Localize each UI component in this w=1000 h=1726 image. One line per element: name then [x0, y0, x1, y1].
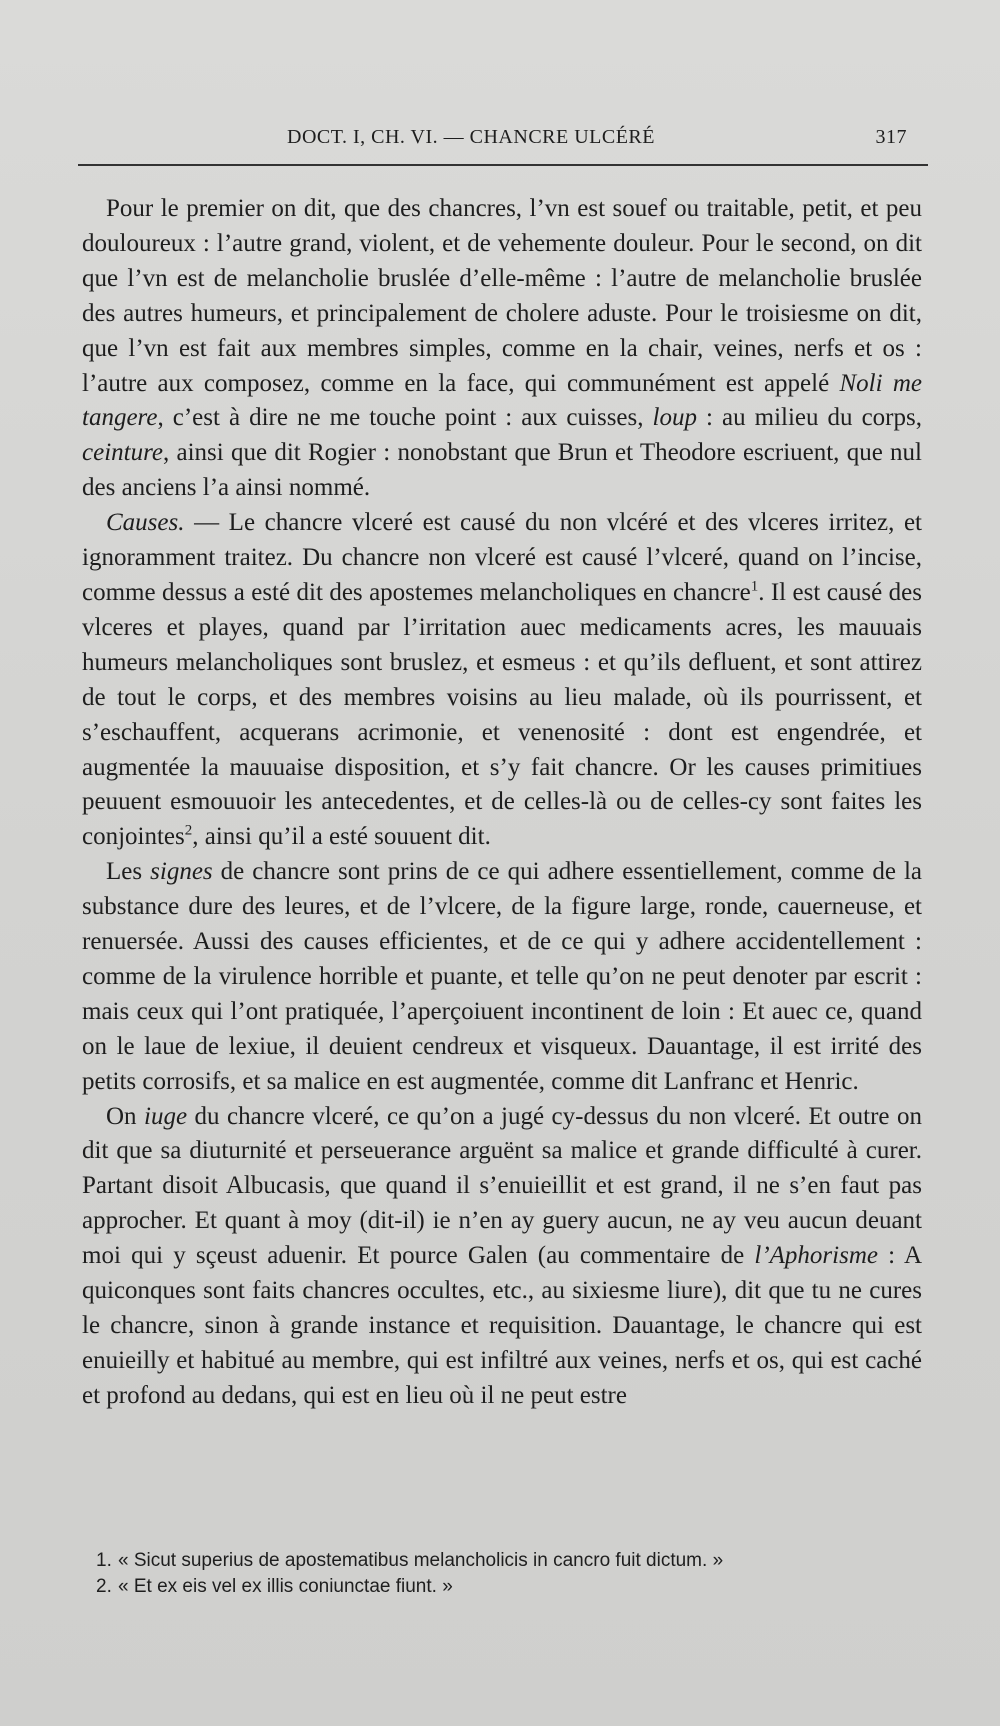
paragraph-causes: Causes. — Le chancre vlceré est causé du non vlcéré et des vlceres irritez, et ignoramment traitez. Du chancre non vlceré est causé l’vlceré, quand on l’incise, comme dessus a esté dit des apostemes melancholiques en chancre$^1$. Il est causé des vlceres et playes, quand par l’irritation auec medicaments acres, les mauuais humeurs melancholiques sont bruslez, et esmeus : et qu’ils defluent, et sont attirez de tout le corps, et des membres voisins au lieu malade, où ils pourrissent, et s’eschauffent, acquerans acrimonie, et venenosité : dont est engendrée, et augmentée la mauuaise disposition, et s’y fait chancre. Or les causes primitiues peuuent esmouuoir les antecedentes, et de celles-là ou de celles-cy sont faites les conjointes$^2$, ainsi qu’il a esté souuent dit.	[82, 509, 923, 851]
header-rule	[78, 164, 928, 166]
running-title: DOCT. I, CH. VI. — CHANCRE ULCÉRÉ	[287, 126, 655, 148]
footnote-ref-1: 1	[750, 578, 759, 595]
paragraph-kinds: Pour le premier on dit, que des chancres, l’vn est souef ou traitable, petit, et peu douloureux : l’autre grand, violent, et de vehemente douleur. Pour le second, on dit que l’vn est de melancholie bruslée d’elle-même : l’autre de melancholie bruslée des autres humeurs, et principalement de cholere aduste. Pour le troisiesme on dit, que l’vn est fait aux membres simples, comme en la chair, veines, nerfs et os : l’autre aux composez, comme en la face, qui communément est appelé Noli me tangere, c’est à dire ne me touche point : aux cuisses, loup : au milieu du corps, ceinture, ainsi que dit Rogier : nonobstant que Brun et Theodore escriuent, que nul des anciens l’a ainsi nommé.	[82, 195, 923, 502]
page-number: 317	[875, 126, 907, 148]
page-header	[287, 122, 907, 154]
footnote-1: 1. « Sicut superius de apostematibus melancholicis in cancro fuit dictum. »	[96, 1550, 724, 1571]
footnotes	[96, 1548, 896, 1600]
body-text	[82, 192, 922, 1414]
paragraph-prognosis: On iuge du chancre vlceré, ce qu’on a jugé cy-dessus du non vlceré. Et outre on dit que sa diuturnité et perseuerance arguënt sa malice et grande difficulté à curer. Partant disoit Albucasis, que quand il s’enuieillit et est grand, il ne s’en faut pas approcher. Et quant à moy (dit-il) ie n’en ay guery aucun, ne ay veu aucun deuant moi qui y sçeust aduenir. Et pource Galen (au commentaire de l’Aphorisme : A quiconques sont faits chancres occultes, etc., au sixiesme liure), dit que tu ne cures le chancre, sinon à grande instance et requisition. Dauantage, le chancre qui est enuieilly et habitué au membre, qui est infiltré aux veines, nerfs et os, qui est caché et profond au dedans, qui est en lieu où il ne peut estre	[82, 1102, 922, 1409]
paragraph-signs: Les signes de chancre sont prins de ce qui adhere essentiellement, comme de la substance dure des leures, et de l’vlcere, de la figure large, ronde, cauerneuse, et renuersée. Aussi des causes efficientes, et de ce qui y adhere accidentellement : comme de la virulence horrible et puante, et telle qu’on ne peut denoter par escrit : mais ceux qui l’ont pratiquée, l’aperçoiuent incontinent de loin : Et auec ce, quand on le laue de lexiue, il deuient cendreux et visqueux. Dauantage, il est irrité des petits corrosifs, et sa malice en est augmentée, comme dit Lanfranc et Henric.	[82, 858, 922, 1095]
footnote-2: 2. « Et ex eis vel ex illis coniunctae fiunt. »	[96, 1576, 453, 1597]
footnote-ref-2: 2	[184, 822, 193, 839]
